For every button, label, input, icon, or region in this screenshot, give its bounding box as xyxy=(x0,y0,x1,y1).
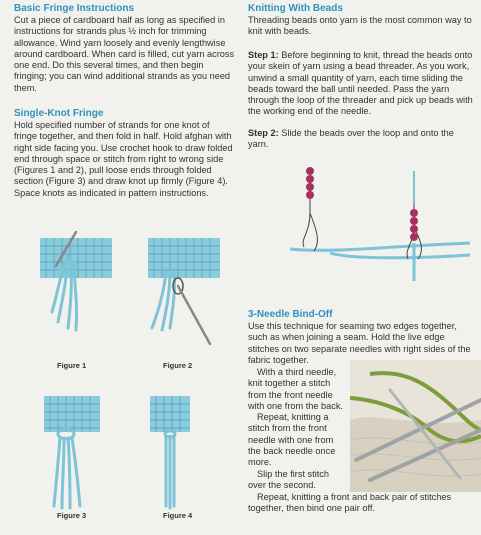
step-2-label: Step 2: xyxy=(248,128,279,138)
figure-2-illustration xyxy=(148,232,228,352)
bind-off-step-4: Repeat, knitting a front and back pair of stitches together, then bind one pair off. xyxy=(248,492,452,514)
three-needle-illustration xyxy=(350,360,481,492)
bind-off-intro: Use this technique for seaming two edges together, such as when joining a seam. Hold the live edge stitches on two separate needles with right sides of the fabric together. xyxy=(248,321,471,365)
knitting-beads-heading: Knitting With Beads xyxy=(248,3,343,14)
step-1-label: Step 1: xyxy=(248,50,279,60)
step-2-text: Slide the beads over the loop and onto the yarn. xyxy=(248,128,454,150)
figure-4-illustration xyxy=(150,394,210,514)
bind-off-step-3: Slip the first stitch over the second. xyxy=(248,469,329,491)
three-needle-heading: 3-Needle Bind-Off xyxy=(248,309,333,320)
bead-threader-illustration xyxy=(290,163,470,293)
single-knot-text: Hold specified number of strands for one knot of fringe together, and then fold in half. Hold afghan with right side facing you. Use crochet hook to draw folded end through space or stitch from right to wrong side (Figures 1 and 2), pull loose ends through folded section (Figure 3) and draw knot up firmly (Figure 4). Space knots as indicated in pattern instructions. xyxy=(14,120,233,198)
bind-off-step-1: With a third needle, knit together a stitch from the front needle with one from the back. xyxy=(248,367,343,411)
knitting-beads-intro: Threading beads onto yarn is the most common way to knit with beads. xyxy=(248,15,472,37)
bind-off-step-2: Repeat, knitting a stitch from the front needle with one from the back needle once more. xyxy=(248,412,336,468)
step-1-text: Before beginning to knit, thread the beads onto your skein of yarn using a bead threader. As you work, unwind a small quantity of yarn, each time sliding the beads toward the ball until needed. Pass the yarn through the loop of the threader and pick up beads with the working end of the needle. xyxy=(248,50,473,117)
basic-fringe-text: Cut a piece of cardboard half as long as specified in instructions for strands plus ½ inch for trimming allowance. Wind yarn loosely and evenly lengthwise around cardboard. When card is filled, cut yarn across one end. Do this several times, and then begin fringing; you can wind additional strands as you need them. xyxy=(14,15,235,93)
basic-fringe-heading: Basic Fringe Instructions xyxy=(14,3,135,14)
figure-3-caption: Figure 3 xyxy=(57,511,87,520)
figure-1-caption: Figure 1 xyxy=(57,361,87,370)
figure-1-illustration xyxy=(40,232,120,352)
single-knot-heading: Single-Knot Fringe xyxy=(14,108,104,119)
figure-3-illustration xyxy=(44,394,114,514)
step-1-paragraph xyxy=(248,50,474,118)
step-2-paragraph xyxy=(248,128,474,151)
figure-2-caption: Figure 2 xyxy=(163,361,193,370)
figure-4-caption: Figure 4 xyxy=(163,511,193,520)
